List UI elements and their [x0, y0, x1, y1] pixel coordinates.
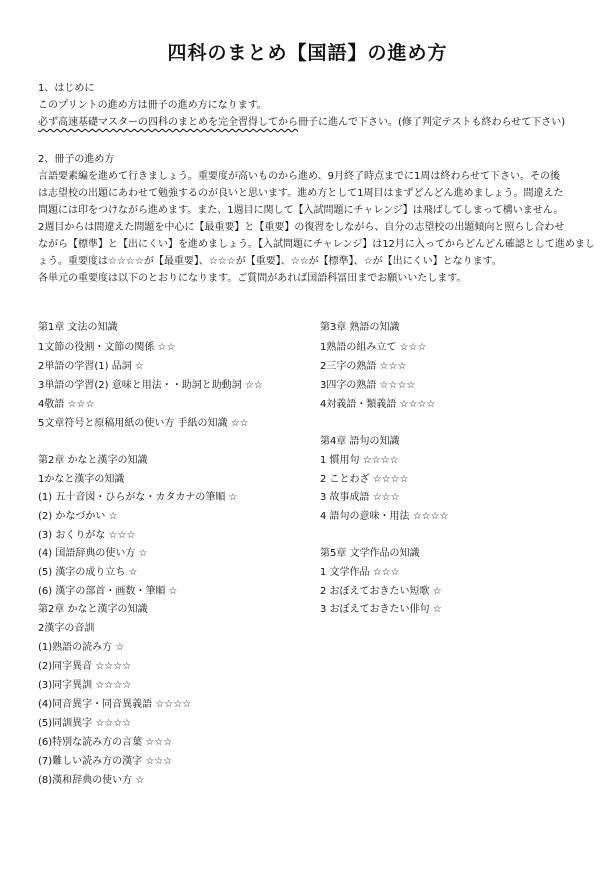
list-item: 2 おぼえておきたい短歌 ☆	[320, 586, 442, 597]
list-item: 1 文学作品 ☆☆☆	[320, 567, 400, 578]
booklet-paragraph-line: 各単元の重要度は以下のとおりになります。ご質問があれば国語科冨田までお願いいたします。	[38, 273, 467, 284]
list-item: (8)漢和辞典の使い方 ☆	[38, 775, 145, 786]
list-item: 2三字の熟語 ☆☆☆	[320, 361, 407, 372]
chapter-heading: 第5章 文学作品の知識	[320, 548, 420, 559]
intro-underlined-text: 必ず高速基礎マスターの四科のまとめを完全習得してから	[38, 117, 298, 128]
chapter-heading: 第2章 かなと漢字の知識	[38, 455, 148, 466]
chapter-heading: 第3章 熟語の知識	[320, 322, 400, 333]
list-item: 2漢字の音訓	[38, 623, 95, 634]
booklet-paragraph-line: ょう。重要度は☆☆☆☆が【最重要】、☆☆☆が【重要】、☆☆が【標準】、☆が【出にくい】となります。	[38, 256, 502, 267]
chapter-heading: 第1章 文法の知識	[38, 322, 118, 333]
booklet-paragraph-line: 2週目からは間違えた問題を中心に【最重要】と【重要】の復習をしながら、自分の志望校の出題傾向と照らし合わせ	[38, 222, 565, 233]
booklet-paragraph-line: は志望校の出題にあわせて勉強するのが良いと思います。進め方として1周目はまずどんどん進めましょう。間違えた	[38, 188, 564, 199]
list-item: 4敬語 ☆☆☆	[38, 399, 95, 410]
list-item: 2 ことわざ ☆☆☆☆	[320, 474, 409, 485]
list-item: 1文節の役割・文節の関係 ☆☆	[38, 342, 176, 353]
booklet-paragraph-line: 言語要素編を進めて行きましょう。重要度が高いものから進め、9月終了時点までに1周は終わらせて下さい。その後	[38, 171, 561, 182]
list-item: 2単語の学習(1) 品詞 ☆	[38, 361, 144, 372]
booklet-paragraph-line: 問題には印をつけながら進めます。また、1週目に関して【入試問題にチャレンジ】は飛ばしてしまって構いません。	[38, 205, 564, 216]
list-item: (4)同音異字・同音異義語 ☆☆☆☆	[38, 699, 192, 710]
list-item: (1) 五十音図・ひらがな・カタカナの筆順 ☆	[38, 492, 238, 503]
list-item: 3 おぼえておきたい俳句 ☆	[320, 604, 442, 615]
list-item: 4対義語・類義語 ☆☆☆☆	[320, 399, 436, 410]
intro-line-2	[38, 118, 565, 128]
list-item: 3単語の学習(2) 意味と用法・・助詞と助動詞 ☆☆	[38, 380, 263, 391]
list-item: (5)同訓異字 ☆☆☆☆	[38, 718, 132, 729]
list-item: (5) 漢字の成り立ち ☆	[38, 567, 138, 578]
list-item: (3)同字異訓 ☆☆☆☆	[38, 680, 132, 691]
list-item: 4 語句の意味・用法 ☆☆☆☆	[320, 511, 449, 522]
list-item: 5文章符号と原稿用紙の使い方 手紙の知識 ☆☆	[38, 418, 249, 429]
list-item: 3四字の熟語 ☆☆☆☆	[320, 380, 416, 391]
list-item: (3) おくりがな ☆☆☆	[38, 530, 136, 541]
list-item: (7)難しい読み方の漢字 ☆☆☆	[38, 756, 173, 767]
page-title: 四科のまとめ【国語】の進め方	[167, 42, 448, 64]
booklet-heading: 2、冊子の進め方	[38, 154, 115, 165]
list-item: (6) 漢字の部首・画数・筆順 ☆	[38, 586, 178, 597]
list-item: 1かなと漢字の知識	[38, 474, 125, 485]
list-item: 1 慣用句 ☆☆☆☆	[320, 455, 399, 466]
booklet-paragraph-line: ながら【標準】と【出にくい】を進めましょう。【入試問題にチャレンジ】は12月に入ってからどんどん確認として進めまし	[38, 239, 595, 250]
list-item: (6)特別な読み方の言葉 ☆☆☆	[38, 737, 173, 748]
list-item: (2) かなづかい ☆	[38, 511, 118, 522]
chapter-heading: 第2章 かなと漢字の知識	[38, 604, 148, 615]
chapter-heading: 第4章 語句の知識	[320, 436, 400, 447]
intro-line-2-rest: 冊子に進んで下さい。(修了判定テストも終わらせて下さい)	[298, 117, 566, 128]
intro-line-1: このプリントの進め方は冊子の進め方になります。	[38, 100, 267, 111]
list-item: (1)熟語の読み方 ☆	[38, 642, 125, 653]
list-item: (4) 国語辞典の使い方 ☆	[38, 548, 148, 559]
list-item: 1熟語の組み立て ☆☆☆	[320, 342, 427, 353]
list-item: 3 故事成語 ☆☆☆	[320, 492, 400, 503]
intro-heading: 1、はじめに	[38, 83, 95, 94]
list-item: (2)同字異音 ☆☆☆☆	[38, 661, 132, 672]
